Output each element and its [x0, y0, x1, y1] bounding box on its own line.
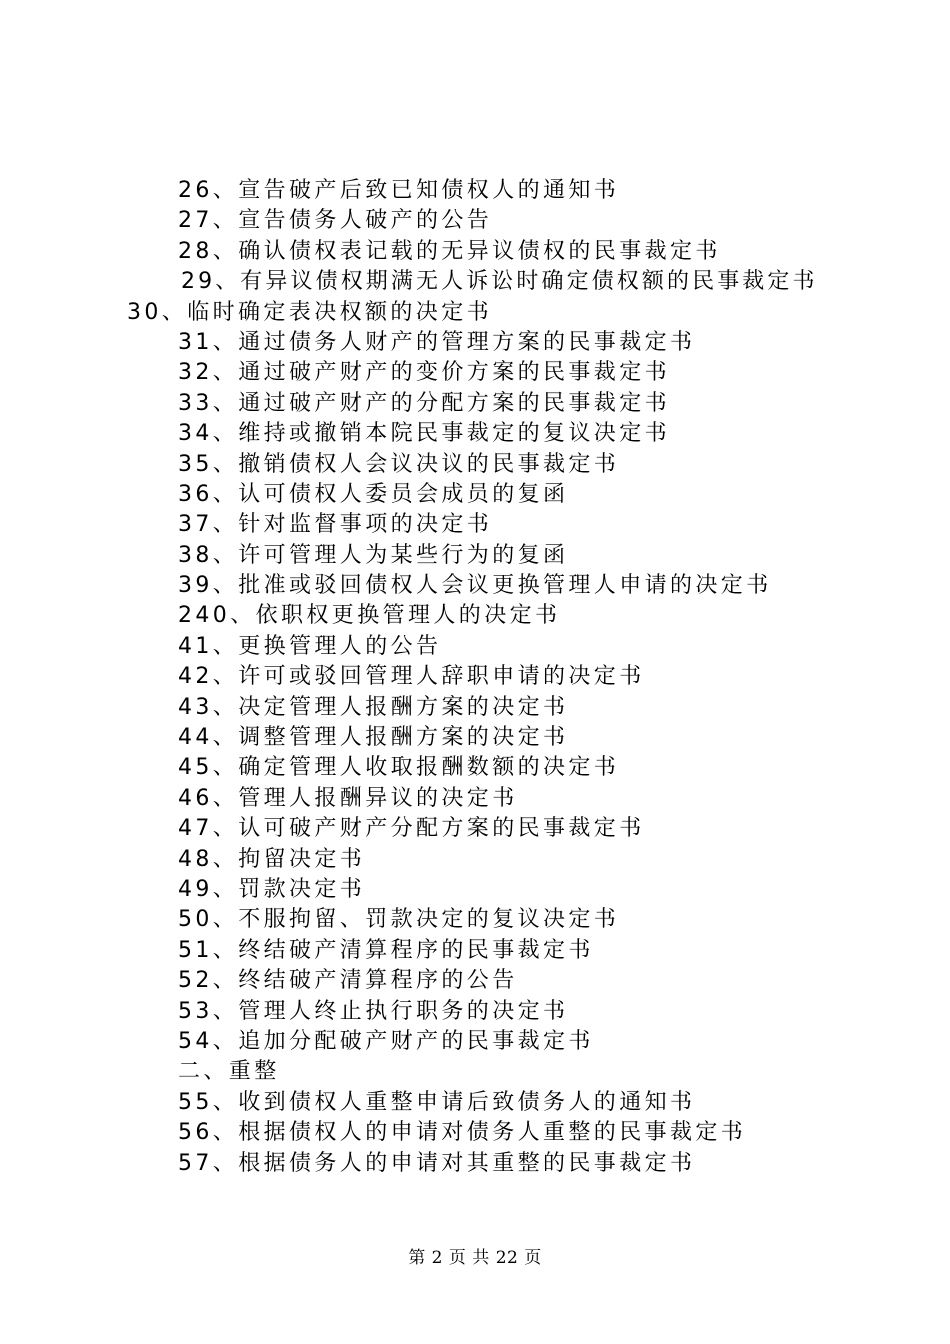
list-item: 56、根据债权人的申请对债务人重整的民事裁定书 [178, 1120, 747, 1146]
list-item: 36、认可债权人委员会成员的复函 [178, 481, 569, 507]
list-item: 38、许可管理人为某些行为的复函 [178, 542, 569, 568]
list-item: 52、终结破产清算程序的公告 [178, 968, 518, 994]
list-item: 28、确认债权表记载的无异议债权的民事裁定书 [178, 238, 721, 264]
list-item: 57、根据债务人的申请对其重整的民事裁定书 [178, 1150, 696, 1176]
list-item: 27、宣告债务人破产的公告 [178, 208, 493, 234]
list-item: 47、认可破产财产分配方案的民事裁定书 [178, 816, 645, 842]
list-item: 55、收到债权人重整申请后致债务人的通知书 [178, 1089, 696, 1115]
list-item: 41、更换管理人的公告 [178, 633, 442, 659]
list-item: 30、临时确定表决权额的决定书 [127, 299, 492, 325]
list-item: 29、有异议债权期满无人诉讼时确定债权额的民事裁定书 [181, 269, 818, 295]
list-item: 54、追加分配破产财产的民事裁定书 [178, 1028, 594, 1054]
list-item: 34、维持或撤销本院民事裁定的复议决定书 [178, 421, 670, 447]
page-number-footer: 第 2 页 共 22 页 [408, 1248, 542, 1268]
list-item: 50、不服拘留、罚款决定的复议决定书 [178, 907, 620, 933]
list-item: 43、决定管理人报酬方案的决定书 [178, 694, 569, 720]
list-item: 42、许可或驳回管理人辞职申请的决定书 [178, 664, 645, 690]
list-item: 33、通过破产财产的分配方案的民事裁定书 [178, 390, 670, 416]
list-item: 48、拘留决定书 [178, 846, 366, 872]
list-item: 45、确定管理人收取报酬数额的决定书 [178, 755, 620, 781]
list-item: 31、通过债务人财产的管理方案的民事裁定书 [178, 329, 696, 355]
list-item: 35、撤销债权人会议决议的民事裁定书 [178, 451, 620, 477]
list-item: 51、终结破产清算程序的民事裁定书 [178, 937, 594, 963]
list-item: 39、批准或驳回债权人会议更换管理人申请的决定书 [178, 573, 772, 599]
list-item: 44、调整管理人报酬方案的决定书 [178, 725, 569, 751]
list-item: 26、宣告破产后致已知债权人的通知书 [178, 178, 620, 203]
list-item: 53、管理人终止执行职务的决定书 [178, 998, 569, 1024]
section-heading: 二、重整 [178, 1059, 280, 1085]
list-item: 46、管理人报酬异议的决定书 [178, 785, 518, 811]
list-item: 37、针对监督事项的决定书 [178, 512, 493, 538]
document-list [0, 176, 950, 1179]
list-item: 32、通过破产财产的变价方案的民事裁定书 [178, 360, 670, 386]
list-item: 240、依职权更换管理人的决定书 [178, 603, 561, 629]
list-item: 49、罚款决定书 [178, 876, 366, 902]
